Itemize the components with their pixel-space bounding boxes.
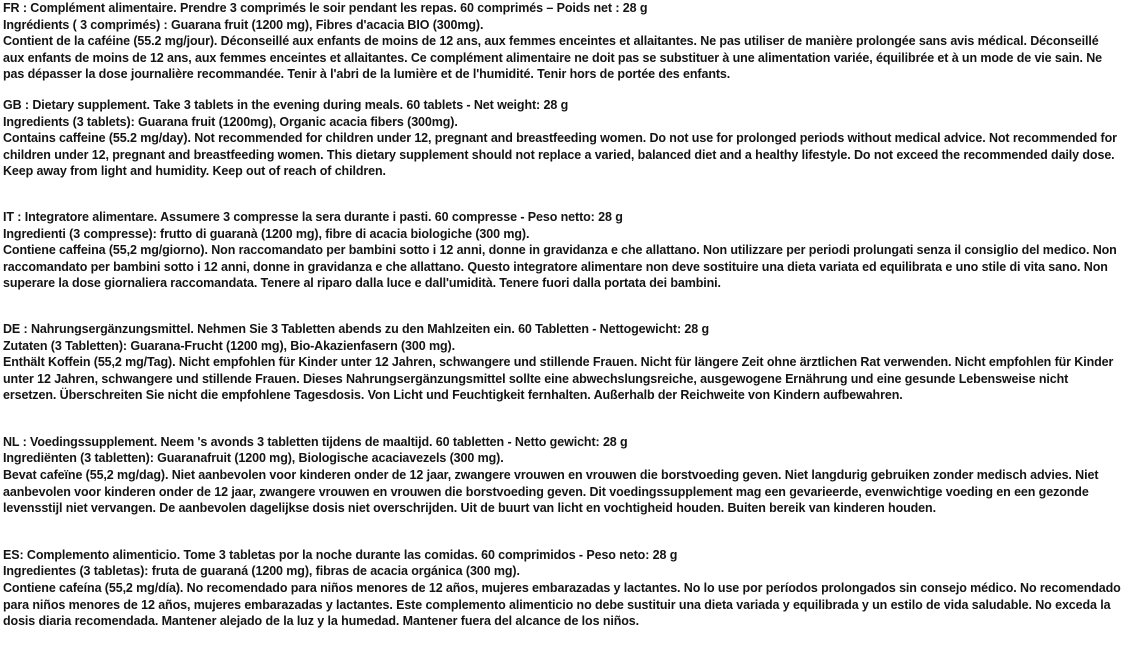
section-ingredients: Zutaten (3 Tabletten): Guarana-Frucht (1200 mg), Bio-Akazienfasern (300 mg).	[3, 338, 455, 353]
section-title: NL : Voedingssupplement. Neem 's avonds 3 tabletten tijdens de maaltijd. 60 tabletten - Netto gewicht: 28 g	[3, 434, 628, 449]
section-body: Contiene cafeína (55,2 mg/día). No recomendado para niños menores de 12 años, mujeres embarazadas y lactantes. No lo use por períodos prolongados sin consejo médico. No recomendado para niños menores de 12 años, mujeres embarazadas y lactantes. Este complemento alimenticio no debe sustituir una dieta variada y equilibrada y un estilo de vida saludable. No exceda la dosis diaria recomendada. Mantener alejado de la luz y la humedad. Mantener fuera del alcance de los niños.	[3, 581, 1121, 629]
section-ingredients: Ingredients (3 tablets): Guarana fruit (1200mg), Organic acacia fibers (300mg).	[3, 114, 458, 129]
label-document	[3, 0, 1123, 630]
section-fr	[3, 0, 1123, 83]
section-es	[3, 547, 1123, 630]
section-de	[3, 321, 1123, 404]
section-nl	[3, 434, 1123, 517]
section-spacer	[3, 404, 1123, 434]
section-body: Enthält Koffein (55,2 mg/Tag). Nicht empfohlen für Kinder unter 12 Jahren, schwangere und stillende Frauen. Nicht für längere Zeit ohne ärztlichen Rat verwenden. Nicht empfohlen für Kinder unter 12 Jahren, schwangere und stillende Frauen. Dieses Nahrungsergänzungsmittel sollte eine abwechslungsreiche, ausgewogene Ernährung und eine gesunde Lebensweise nicht ersetzen. Überschreiten Sie nicht die empfohlene Tagesdosis. Von Licht und Feuchtigkeit fernhalten. Außerhalb der Reichweite von Kindern aufbewahren.	[3, 355, 1114, 403]
section-spacer	[3, 83, 1123, 97]
section-ingredients: Ingredienti (3 compresse): frutto di guaranà (1200 mg), fibre di acacia biologiche (300 mg).	[3, 226, 530, 241]
section-body: Bevat cafeïne (55,2 mg/dag). Niet aanbevolen voor kinderen onder de 12 jaar, zwangere vrouwen en vrouwen die borstvoeding geven. Niet langdurig gebruiken zonder medisch advies. Niet aanbevolen voor kinderen onder de 12 jaar, zwangere vrouwen en vrouwen die borstvoeding geven. Dit voedingssupplement mag een gevarieerde, evenwichtige voeding en een gezonde levensstijl niet vervangen. De aanbevolen dagelijkse dosis niet overschrijden. Uit de buurt van licht en vochtigheid houden. Buiten bereik van kinderen houden.	[3, 468, 1099, 516]
section-spacer	[3, 180, 1123, 209]
section-title: DE : Nahrungsergänzungsmittel. Nehmen Sie 3 Tabletten abends zu den Mahlzeiten ein. 60 Tabletten - Nettogewicht: 28 g	[3, 321, 710, 336]
section-ingredients: Ingrediënten (3 tabletten): Guaranafruit (1200 mg), Biologische acaciavezels (300 mg).	[3, 451, 504, 466]
section-title: FR : Complément alimentaire. Prendre 3 comprimés le soir pendant les repas. 60 comprimés – Poids net : 28 g	[3, 1, 648, 15]
section-spacer	[3, 292, 1123, 321]
section-ingredients: Ingredientes (3 tabletas): fruta de guaraná (1200 mg), fibras de acacia orgánica (300 mg).	[3, 564, 520, 579]
section-title: IT : Integratore alimentare. Assumere 3 compresse la sera durante i pasti. 60 compresse - Peso netto: 28 g	[3, 209, 623, 224]
section-it	[3, 209, 1123, 292]
section-gb	[3, 97, 1123, 180]
section-body: Contient de la caféine (55.2 mg/jour). Déconseillé aux enfants de moins de 12 ans, aux femmes enceintes et allaitantes. Ne pas utiliser de manière prolongée sans avis médical. Déconseillé aux enfants de moins de 12 ans, aux femmes enceintes et allaitantes. Ce complément alimentaire ne doit pas se substituer à une alimentation variée, équilibrée et à un mode de vie sain. Ne pas dépasser la dose journalière recommandée. Tenir à l'abri de la lumière et de l'humidité. Tenir hors de portée des enfants.	[3, 34, 1103, 82]
section-body: Contains caffeine (55.2 mg/day). Not recommended for children under 12, pregnant and breastfeeding women. Do not use for prolonged periods without medical advice. Not recommended for children under 12, pregnant and breastfeeding women. This dietary supplement should not replace a varied, balanced diet and a healthy lifestyle. Do not exceed the recommended daily dose. Keep away from light and humidity. Keep out of reach of children.	[3, 131, 1117, 179]
section-title: GB : Dietary supplement. Take 3 tablets in the evening during meals. 60 tablets - Net weight: 28 g	[3, 97, 569, 112]
section-ingredients: Ingrédients ( 3 comprimés) : Guarana fruit (1200 mg), Fibres d'acacia BIO (300mg).	[3, 17, 484, 32]
section-spacer	[3, 517, 1123, 547]
section-title: ES: Complemento alimenticio. Tome 3 tabletas por la noche durante las comidas. 60 comprimidos - Peso neto: 28 g	[3, 547, 678, 562]
section-body: Contiene caffeina (55,2 mg/giorno). Non raccomandato per bambini sotto i 12 anni, donne in gravidanza e che allattano. Non utilizzare per periodi prolungati senza il consiglio del medico. Non raccomandato per bambini sotto i 12 anni, donne in gravidanza e che allattano. Questo integratore alimentare non deve sostituire una dieta variata ed equilibrata e uno stile di vita sano. Non superare la dose giornaliera raccomandata. Tenere al riparo dalla luce e dall'umidità. Tenere fuori dalla portata dei bambini.	[3, 243, 1117, 291]
